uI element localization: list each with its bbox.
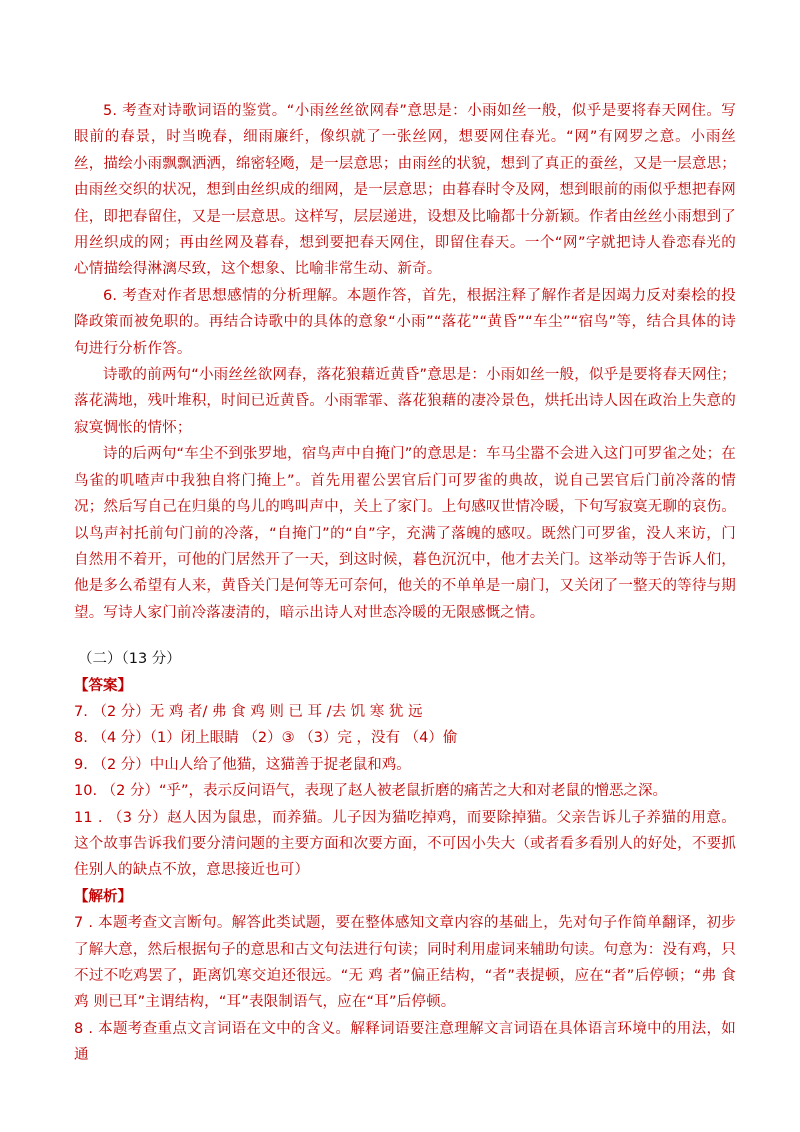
answer-7: 7. （2 分）无 鸡 者/ 弗 食 鸡 则 已 耳 /去 饥 寒 犹 远 [74, 703, 423, 720]
explanation-8: 8 . 本题考查重点文言词语在文中的含义。解释词语要注意理解文言词语在具体语言环境中的用法，如通 [74, 1020, 736, 1064]
analysis-q6-part2: 诗的后两句“车尘不到张罗地，宿鸟声中自掩门”的意思是：车马尘嚣不会进入这门可罗雀之处；在鸟雀的叽喳声中我独自将门掩上”。首先用翟公罢官后门可罗雀的典故，说自己罢官后门前冷落的情况；然后写自己在归巢的鸟儿的鸣叫声中，关上了家门。上句感叹世情冷暖，下句写寂寞无聊的哀伤。以鸟声衬托前句门前的冷落，“自掩门”的“自”字，充满了落魄的感叹。既然门可罗雀，没人来访，门自然用不着开，可他的门居然开了一天，到这时候，暮色沉沉中，他才去关门。这举动等于告诉人们，他是多么希望有人来，黄昏关门是何等无可奈何，他关的不单单是一扇门，又关闭了一整天的等待与期望。写诗人家门前冷落凄清的，暗示出诗人对世态冷暖的无限感慨之情。 [74, 446, 736, 621]
section-gap [74, 626, 736, 646]
analysis-q5: 5. 考查对诗歌词语的鉴赏。“小雨丝丝欲网春”意思是：小雨如丝一般，似乎是要将春天网住。写眼前的春景，时当晚春，细雨廉纤，像织就了一张丝网，想要网住春光。“网”有网罗之意。小雨丝丝，描绘小雨飘飘洒洒，绵密轻飏，是一层意思；由雨丝的状貌，想到了真正的蚕丝，又是一层意思；由雨丝交织的状况，想到由丝织成的细网，是一层意思；由暮春时令及网，想到眼前的雨似乎想把春网住，即把春留住，又是一层意思。这样写，层层递进，设想及比喻都十分新颖。作者由丝丝小雨想到了用丝织成的网；再由丝网及暮春，想到要把春天网住，即留住春天。一个“网”字就把诗人眷恋春光的心情描绘得淋漓尽致，这个想象、比喻非常生动、新奇。 [74, 103, 736, 278]
answer-11: 11 . （3 分）赵人因为鼠患，而养猫。儿子因为猫吃掉鸡，而要除掉猫。父亲告诉儿子养猫的用意。这个故事告诉我们要分清问题的主要方面和次要方面，不可因小失大（或者看多看别人的好处，不要抓住别人的缺点不放，意思接近也可） [74, 809, 736, 879]
explanation-heading: 【解析】 [74, 888, 132, 905]
explanation-7: 7 . 本题考查文言断句。解答此类试题，要在整体感知文章内容的基础上，先对句子作简单翻译，初步了解大意，然后根据句子的意思和古文句法进行句读；同时利用虚词来辅助句读。句意为：没有鸡，只不过不吃鸡罢了，距离饥寒交迫还很远。“无 鸡 者”偏正结构，“者”表提顿，应在“者”后停顿；“弗 食 鸡 则已耳”主谓结构，“耳”表限制语气，应在“耳”后停顿。 [74, 915, 736, 1011]
document-page [74, 98, 736, 1069]
answer-10: 10. （2 分）“乎”，表示反问语气，表现了赵人被老鼠折磨的痛苦之大和对老鼠的憎恶之深。 [74, 783, 668, 800]
answer-heading: 【答案】 [74, 677, 132, 694]
analysis-q6-intro: 6. 考查对作者思想感情的分析理解。本题作答，首先，根据注释了解作者是因竭力反对秦桧的投降政策而被免职的。再结合诗歌中的具体的意象“小雨”“落花”“黄昏”“车尘”“宿鸟”等，结合具体的诗句进行分析作答。 [74, 287, 736, 357]
section-2-title: （二）（13 分） [78, 651, 181, 668]
answer-9: 9. （2 分）中山人给了他猫，这猫善于捉老鼠和鸡。 [74, 756, 411, 773]
answer-8: 8. （4 分）（1）闭上眼睛 （2）③ （3）完 ，没有 （4）偷 [74, 730, 458, 747]
analysis-q6-part1: 诗歌的前两句“小雨丝丝欲网春，落花狼藉近黄昏”意思是：小雨如丝一般，似乎是要将春天网住；落花满地，残叶堆积，时间已近黄昏。小雨霏霏、落花狼藉的凄冷景色，烘托出诗人因在政治上失意的寂寞惆怅的情怀； [74, 367, 736, 436]
